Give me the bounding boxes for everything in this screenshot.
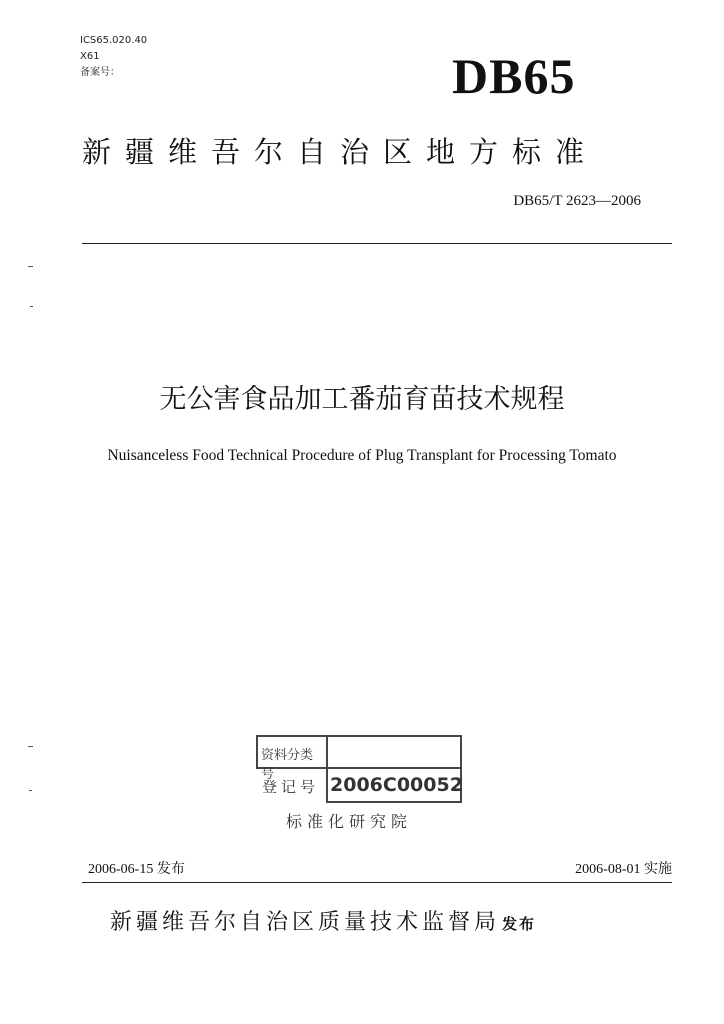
document-title-cn: 无公害食品加工番茄育苗技术规程: [159, 384, 565, 415]
issue-date: 2006-06-15 发布: [88, 862, 185, 877]
footer-divider: [82, 882, 672, 883]
issuer-name: 新疆维吾尔自治区质量技术监督局: [110, 910, 501, 935]
scan-speck: [28, 266, 33, 267]
stamp-institute: 标准化研究院: [286, 812, 413, 831]
implementation-date: 2006-08-01 实施: [575, 862, 672, 877]
stamp-registration-value: 2006C00052: [326, 767, 462, 803]
classification-code: X61: [80, 51, 100, 62]
record-number-label: 备案号：: [80, 67, 120, 78]
standard-number: DB65/T 2623—2006: [513, 193, 641, 209]
stamp-classification-value: [326, 735, 462, 769]
document-title-en: Nuisanceless Food Technical Procedure of Plug Transplant for Processing Tomato: [107, 447, 617, 464]
scan-speck: [29, 790, 32, 791]
issuing-authority: [110, 907, 536, 940]
standard-type: 新疆维吾尔自治区地方标准: [82, 135, 599, 169]
scan-speck: [28, 746, 33, 747]
stamp-classification-label: 资料分类号: [256, 735, 328, 769]
stamp-registration-label: 登记号: [262, 778, 320, 796]
ics-code: ICS65.020.40: [80, 35, 148, 46]
standard-logo: DB65: [452, 48, 576, 104]
archive-stamp: [256, 735, 462, 837]
scan-speck: [30, 306, 33, 307]
issuer-suffix: 发布: [502, 915, 537, 933]
header-divider: [82, 243, 672, 244]
